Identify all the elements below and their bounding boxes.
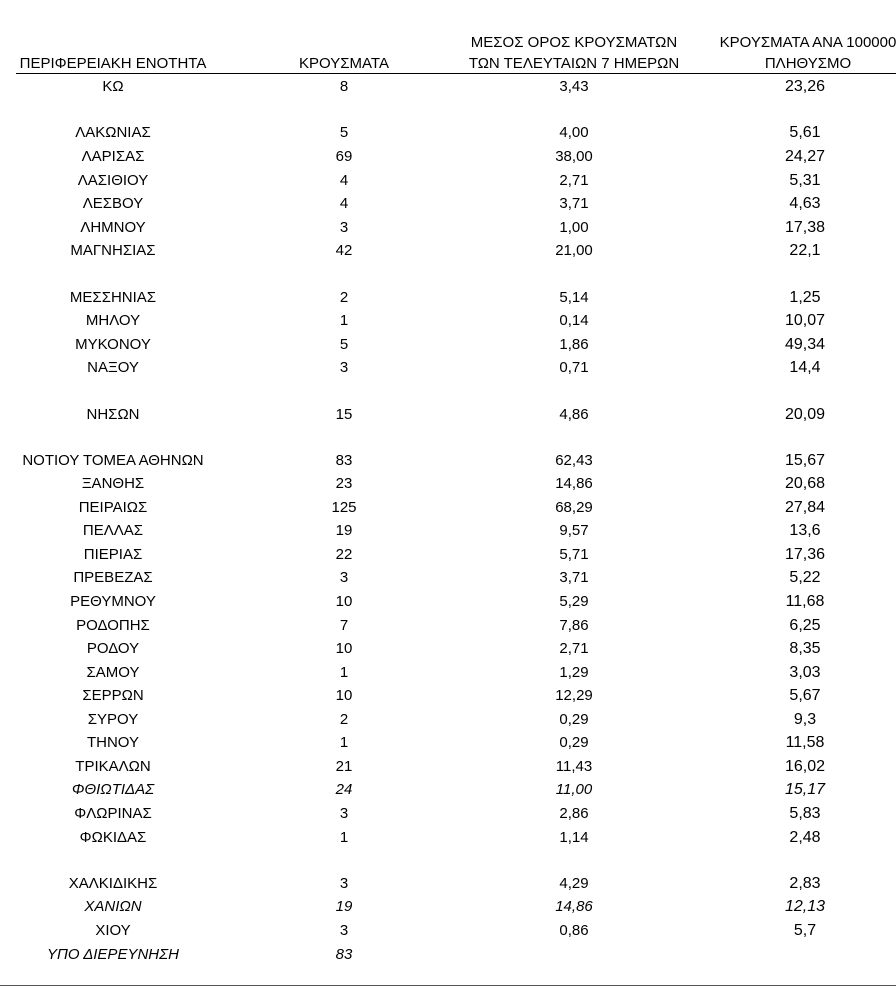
cell-per100k: 5,67 (789, 687, 821, 704)
cell-cases: 5 (339, 124, 349, 141)
cell-avg7: 5,71 (559, 546, 589, 563)
cell-avg7: 4,86 (559, 406, 589, 423)
cell-per100k: 1,25 (789, 289, 821, 306)
cell-cases: 3 (339, 359, 349, 376)
cell-cases: 22 (335, 546, 353, 563)
cell-per100k: 4,63 (789, 195, 821, 212)
cell-region: ΜΗΛΟΥ (85, 312, 141, 329)
cell-avg7: 38,00 (555, 148, 593, 165)
cell-region: ΛΑΣΙΘΙΟΥ (77, 172, 149, 189)
cell-region: ΛΕΣΒΟΥ (82, 195, 144, 212)
cell-per100k: 15,67 (784, 452, 826, 469)
cell-avg7: 0,14 (559, 312, 589, 329)
cell-region: ΝΟΤΙΟΥ ΤΟΜΕΑ ΑΘΗΝΩΝ (22, 452, 204, 469)
table-row (0, 217, 896, 239)
cell-cases: 3 (339, 922, 349, 939)
table-row (0, 310, 896, 332)
table-row (0, 450, 896, 472)
cell-cases: 19 (335, 898, 353, 915)
cell-cases: 10 (335, 593, 353, 610)
cell-region: ΜΥΚΟΝΟΥ (75, 336, 151, 353)
cell-region: ΠΙΕΡΙΑΣ (83, 546, 143, 563)
cell-per100k: 2,48 (789, 829, 821, 846)
cell-region: ΥΠΟ ΔΙΕΡΕΥΝΗΣΗ (47, 946, 179, 963)
cell-per100k: 6,25 (789, 617, 821, 634)
table-row (0, 146, 896, 168)
cell-avg7: 1,00 (559, 219, 589, 236)
cell-avg7: 7,86 (559, 617, 589, 634)
cell-cases: 10 (335, 687, 353, 704)
table-row (0, 756, 896, 778)
cell-region: ΚΩ (102, 78, 124, 95)
cell-per100k: 11,58 (785, 734, 825, 751)
cell-per100k: 49,34 (784, 336, 826, 353)
cell-avg7: 0,29 (559, 734, 589, 751)
cell-per100k: 17,38 (784, 219, 826, 236)
table-row (0, 567, 896, 589)
cell-per100k: 5,83 (789, 805, 821, 822)
table-row (0, 334, 896, 356)
cell-cases: 1 (339, 312, 349, 329)
cell-avg7: 12,29 (555, 687, 593, 704)
cell-region: ΠΕΙΡΑΙΩΣ (78, 499, 148, 516)
cell-region: ΡΟΔΟΥ (86, 640, 140, 657)
cell-per100k: 5,22 (789, 569, 821, 586)
cell-cases: 4 (339, 172, 349, 189)
cell-per100k: 22,1 (789, 242, 821, 259)
cell-per100k: 14,4 (789, 359, 821, 376)
cell-per100k: 10,07 (784, 312, 826, 329)
cell-per100k: 9,3 (793, 711, 817, 728)
table-row (0, 615, 896, 637)
cell-region: ΣΥΡΟΥ (87, 711, 139, 728)
cell-avg7: 14,86 (555, 898, 593, 915)
cell-cases: 1 (339, 734, 349, 751)
table-row (0, 827, 896, 849)
cell-avg7: 14,86 (555, 475, 593, 492)
table-row (0, 732, 896, 754)
cell-region: ΤΡΙΚΑΛΩΝ (75, 758, 151, 775)
cell-avg7: 1,86 (559, 336, 589, 353)
cell-per100k: 11,68 (785, 593, 825, 610)
cell-avg7: 2,86 (559, 805, 589, 822)
cell-cases: 7 (339, 617, 349, 634)
table-row (0, 638, 896, 660)
cell-per100k: 5,61 (789, 124, 821, 141)
cell-region: ΞΑΝΘΗΣ (81, 475, 145, 492)
cell-region: ΛΑΡΙΣΑΣ (81, 148, 145, 165)
cell-region: ΤΗΝΟΥ (86, 734, 140, 751)
cell-region: ΦΩΚΙΔΑΣ (79, 829, 147, 846)
cell-region: ΦΘΙΩΤΙΔΑΣ (71, 781, 155, 798)
cell-per100k: 8,35 (789, 640, 821, 657)
cell-avg7: 0,29 (559, 711, 589, 728)
cell-cases: 15 (335, 406, 353, 423)
cell-region: ΜΕΣΣΗΝΙΑΣ (69, 289, 157, 306)
table-row (0, 193, 896, 215)
cell-region: ΡΕΘΥΜΝΟΥ (70, 593, 156, 610)
cell-avg7: 5,14 (559, 289, 589, 306)
cell-avg7: 3,71 (559, 195, 589, 212)
cell-cases: 3 (339, 875, 349, 892)
cell-avg7: 2,71 (559, 172, 589, 189)
table-row (0, 685, 896, 707)
cell-cases: 3 (339, 569, 349, 586)
cell-per100k: 20,09 (784, 406, 826, 423)
cell-avg7: 68,29 (555, 499, 593, 516)
table-row (0, 544, 896, 566)
cell-cases: 2 (339, 289, 349, 306)
cell-avg7: 1,29 (559, 664, 589, 681)
header-region: ΠΕΡΙΦΕΡΕΙΑΚΗ ΕΝΟΤΗΤΑ (19, 55, 207, 72)
cell-per100k: 2,83 (789, 875, 821, 892)
header-per100k-line2: ΠΛΗΘΥΣΜΟ (764, 55, 852, 72)
cell-cases: 69 (335, 148, 353, 165)
cell-cases: 83 (335, 946, 353, 963)
table-row (0, 122, 896, 144)
cell-region: ΦΛΩΡΙΝΑΣ (74, 805, 152, 822)
cell-cases: 1 (339, 664, 349, 681)
cell-region: ΠΕΛΛΑΣ (82, 522, 144, 539)
cell-avg7: 1,14 (559, 829, 589, 846)
cell-region: ΝΗΣΩΝ (86, 406, 140, 423)
cell-per100k: 27,84 (784, 499, 826, 516)
cell-cases: 21 (335, 758, 353, 775)
table-row (0, 497, 896, 519)
header-cases: ΚΡΟΥΣΜΑΤΑ (299, 55, 389, 72)
cell-cases: 42 (335, 242, 353, 259)
cell-cases: 1 (339, 829, 349, 846)
table-row (0, 287, 896, 309)
cell-per100k: 5,7 (793, 922, 817, 939)
cell-region: ΣΕΡΡΩΝ (82, 687, 144, 704)
cell-per100k: 12,13 (784, 898, 826, 915)
cell-avg7: 21,00 (555, 242, 593, 259)
header-per100k-line1: ΚΡΟΥΣΜΑΤΑ ΑΝΑ 100000 (719, 34, 896, 51)
cell-cases: 8 (339, 78, 349, 95)
table-row (0, 944, 896, 966)
cell-per100k: 20,68 (784, 475, 826, 492)
cell-per100k: 16,02 (784, 758, 826, 775)
cell-cases: 23 (335, 475, 353, 492)
cell-cases: 4 (339, 195, 349, 212)
cell-avg7: 0,71 (559, 359, 589, 376)
cell-cases: 83 (335, 452, 353, 469)
cell-region: ΡΟΔΟΠΗΣ (76, 617, 150, 634)
cell-per100k: 5,31 (789, 172, 821, 189)
cell-region: ΧΑΝΙΩΝ (84, 898, 142, 915)
cell-cases: 24 (335, 781, 353, 798)
table-row (0, 76, 896, 98)
table-row (0, 709, 896, 731)
cell-avg7: 5,29 (559, 593, 589, 610)
bottom-divider (0, 985, 896, 986)
table-row (0, 803, 896, 825)
table-row (0, 404, 896, 426)
cell-cases: 5 (339, 336, 349, 353)
cell-avg7: 3,71 (559, 569, 589, 586)
table-row (0, 662, 896, 684)
cell-per100k: 23,26 (784, 78, 826, 95)
table-row (0, 240, 896, 262)
cell-avg7: 11,00 (555, 781, 593, 798)
cell-avg7: 3,43 (559, 78, 589, 95)
table-row (0, 873, 896, 895)
header-avg7-line2: ΤΩΝ ΤΕΛΕΥΤΑΙΩΝ 7 ΗΜΕΡΩΝ (468, 55, 680, 72)
cell-cases: 3 (339, 219, 349, 236)
cell-region: ΛΗΜΝΟΥ (80, 219, 146, 236)
cell-region: ΠΡΕΒΕΖΑΣ (73, 569, 153, 586)
cell-avg7: 2,71 (559, 640, 589, 657)
header-avg7-line1: ΜΕΣΟΣ ΟΡΟΣ ΚΡΟΥΣΜΑΤΩΝ (470, 34, 678, 51)
cell-region: ΝΑΞΟΥ (87, 359, 139, 376)
cell-per100k: 15,17 (784, 781, 826, 798)
table-row (0, 779, 896, 801)
table-row (0, 473, 896, 495)
cell-region: ΧΙΟΥ (95, 922, 131, 939)
cell-avg7: 62,43 (555, 452, 593, 469)
cell-per100k: 3,03 (789, 664, 821, 681)
cell-avg7: 4,29 (559, 875, 589, 892)
table-row (0, 920, 896, 942)
cell-region: ΜΑΓΝΗΣΙΑΣ (70, 242, 156, 259)
cell-per100k: 24,27 (784, 148, 826, 165)
cell-cases: 2 (339, 711, 349, 728)
table-row (0, 591, 896, 613)
cell-cases: 19 (335, 522, 353, 539)
cell-cases: 3 (339, 805, 349, 822)
cell-avg7: 9,57 (559, 522, 589, 539)
cell-region: ΣΑΜΟΥ (86, 664, 140, 681)
cell-cases: 10 (335, 640, 353, 657)
cell-region: ΛΑΚΩΝΙΑΣ (75, 124, 151, 141)
table-row (0, 896, 896, 918)
cell-avg7: 11,43 (555, 758, 593, 775)
cell-per100k: 13,6 (789, 522, 821, 539)
table-row (0, 357, 896, 379)
cell-per100k: 17,36 (784, 546, 826, 563)
cell-cases: 125 (331, 499, 357, 516)
cell-avg7: 0,86 (559, 922, 589, 939)
table-row (0, 170, 896, 192)
cell-avg7: 4,00 (559, 124, 589, 141)
cell-region: ΧΑΛΚΙΔΙΚΗΣ (68, 875, 158, 892)
table-row (0, 520, 896, 542)
